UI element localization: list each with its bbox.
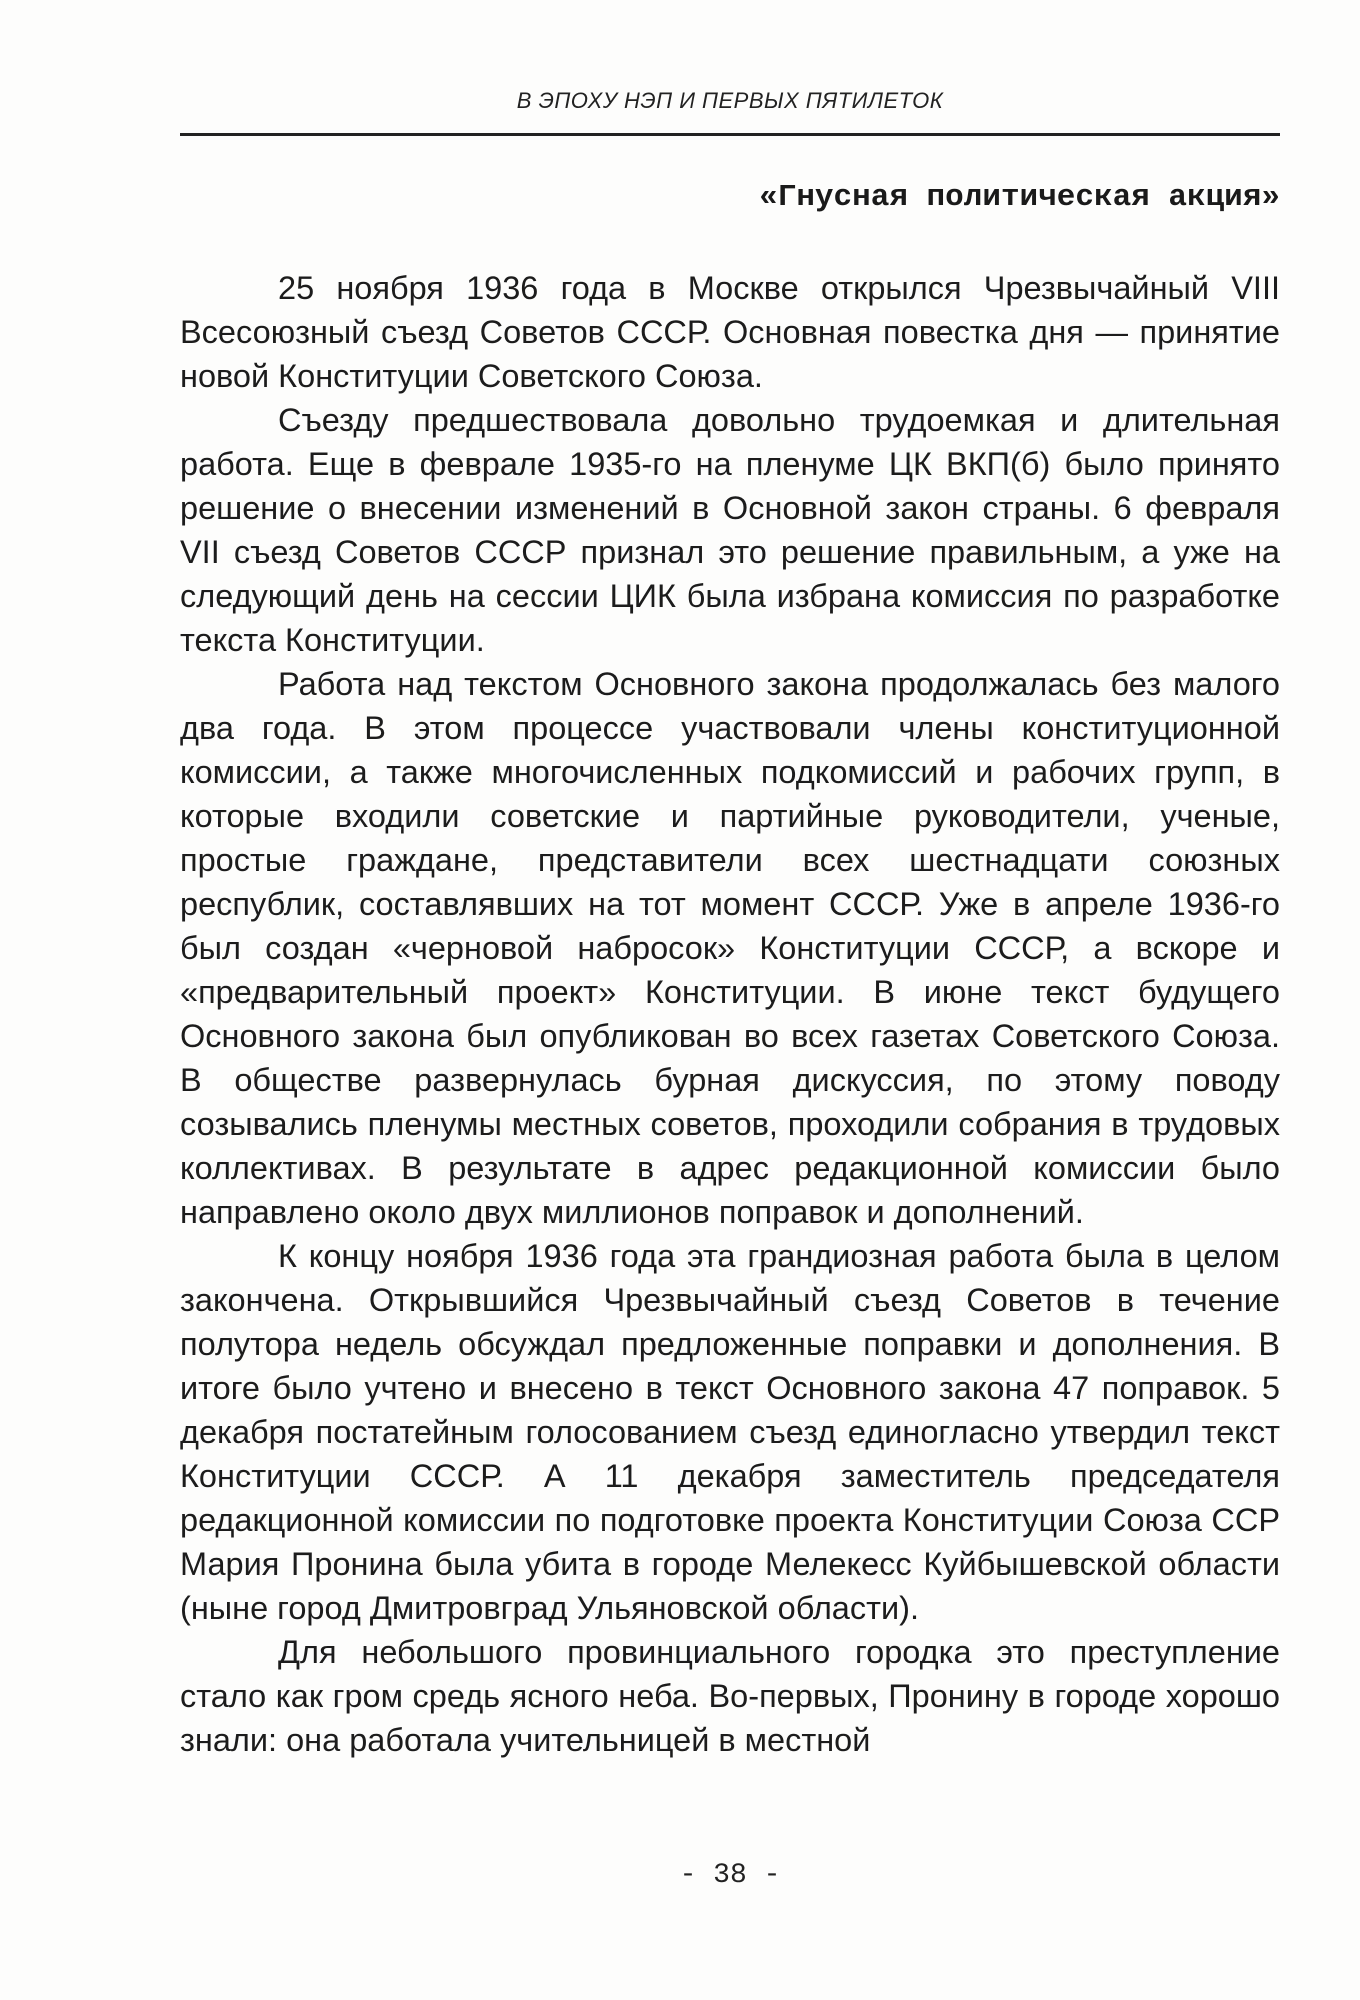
paragraph-5: Для небольшого провинциального городка это преступление стало как гром средь ясного неба. Во-первых, Пронину в городе хорошо знали: она работала учительницей в местной (180, 1634, 1280, 1758)
header-rule (180, 133, 1280, 136)
running-header: В ЭПОХУ НЭП И ПЕРВЫХ ПЯТИЛЕТОК (516, 88, 944, 113)
page-number: - 38 - (679, 1860, 781, 1891)
paragraph-1: 25 ноября 1936 года в Москве открылся Чрезвычайный VIII Всесоюзный съезд Советов СССР. Основная повестка дня — принятие новой Конституции Советского Союза. (180, 270, 1280, 394)
body-text (180, 266, 1280, 1762)
paragraph-4: К концу ноября 1936 года эта грандиозная работа была в целом закончена. Открывшийся Чрезвычайный съезд Советов в течение полутора недель обсуждал предложенные поправки и дополнения. В итоге было учтено и внесено в текст Основного закона 47 поправок. 5 декабря постатейным голосованием съезд единогласно утвердил текст Конституции СССР. А 11 декабря заместитель председателя редакционной комиссии по подготовке проекта Конституции Союза ССР Мария Пронина была убита в городе Мелекесс Куйбышевской области (ныне город Дмитровград Ульяновской области). (180, 1238, 1280, 1626)
paragraph-2: Съезду предшествовала довольно трудоемкая и длительная работа. Еще в феврале 1935-го на пленуме ЦК ВКП(б) было принято решение о внесении изменений в Основной закон страны. 6 февраля VII съезд Советов СССР признал это решение правильным, а уже на следующий день на сессии ЦИК была избрана комиссия по разработке текста Конституции. (180, 402, 1280, 658)
chapter-title: «Гнусная политическая акция» (759, 180, 1280, 215)
paragraph-3: Работа над текстом Основного закона продолжалась без малого два года. В этом процессе участвовали члены конституционной комиссии, а также многочисленных подкомиссий и рабочих групп, в которые входили советские и партийные руководители, ученые, простые граждане, представители всех шестнадцати союзных республик, составлявших на тот момент СССР. Уже в апреле 1936-го был создан «черновой набросок» Конституции СССР, а вскоре и «предварительный проект» Конституции. В июне текст будущего Основного закона был опубликован во всех газетах Советского Союза. В обществе развернулась бурная дискуссия, по этому поводу созывались пленумы местных советов, проходили собрания в трудовых коллективах. В результате в адрес редакционной комиссии было направлено около двух миллионов поправок и дополнений. (180, 666, 1280, 1230)
